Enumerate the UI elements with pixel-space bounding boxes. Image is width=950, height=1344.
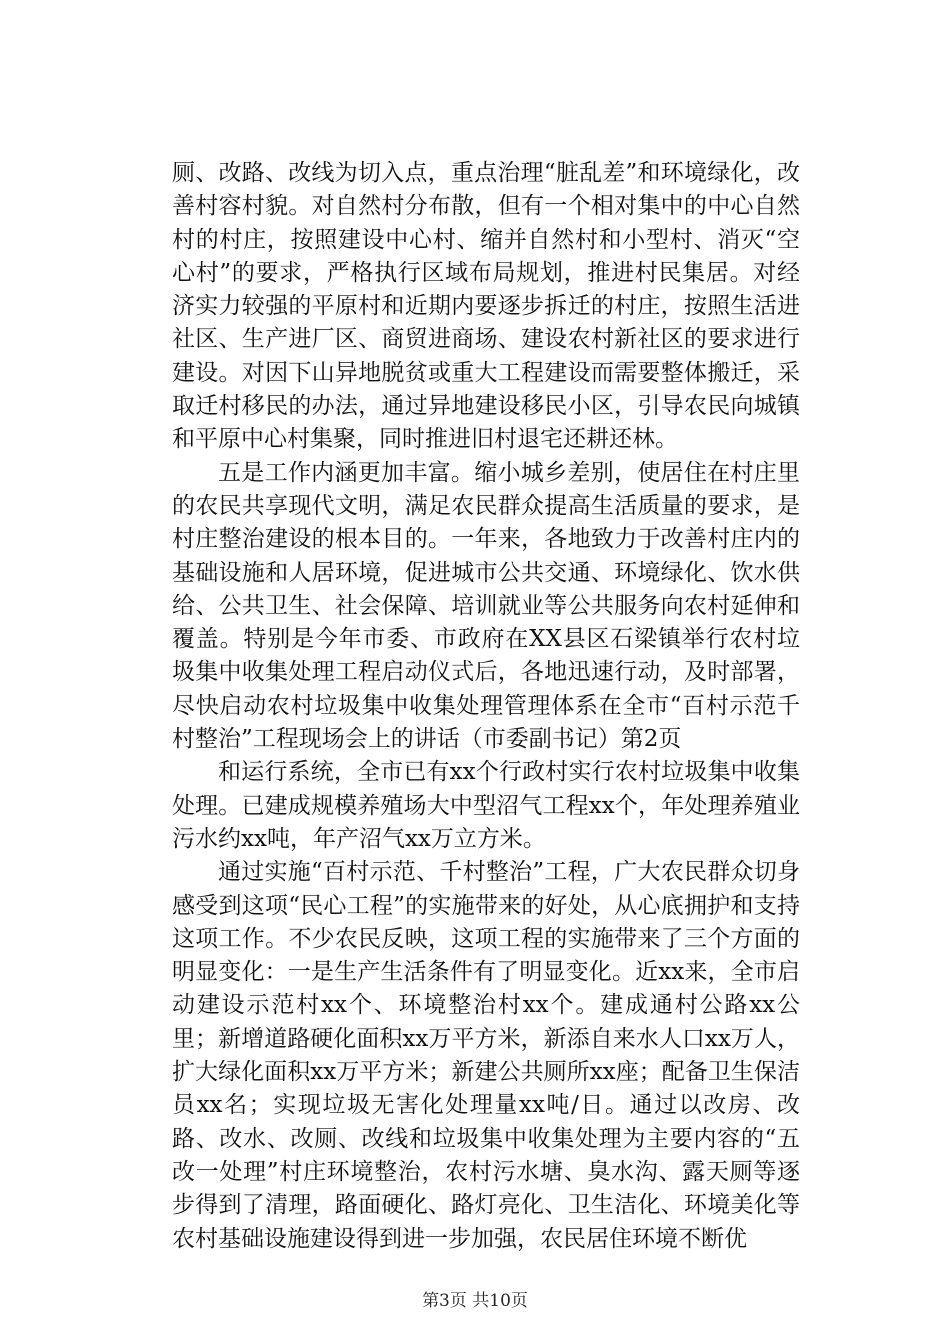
page-footer bbox=[0, 1290, 950, 1312]
paragraph-4: 通过实施“百村示范、千村整治”工程，广大农民群众切身感受到这项“民心工程”的实施带来的好处，从心底拥护和支持这项工作。不少农民反映，这项工程的实施带来了三个方面的明显变化：一是生产生活条件有了明显变化。近xx来，全市启动建设示范村xx个、环境整治村xx个。建成通村公路xx公里；新增道路硬化面积xx万平方米，新添自来水人口xx万人，扩大绿化面积xx万平方米；新建公共厕所xx座；配备卫生保洁员xx名；实现垃圾无害化处理量xx吨/日。通过以改房、改路、改水、改厕、改线和垃圾集中收集处理为主要内容的“五改一处理”村庄环境整治，农村污水塘、臭水沟、露天厕等逐步得到了清理，路面硬化、路灯亮化、卫生洁化、环境美化等农村基础设施建设得到进一步加强，农民居住环境不断优 bbox=[172, 859, 800, 1252]
page-number-label: 第3页 共10页 bbox=[422, 1291, 528, 1311]
paragraph-1: 厕、改路、改线为切入点，重点治理“脏乱差”和环境绿化，改善村容村貌。对自然村分布散，但有一个相对集中的中心自然村的村庄，按照建设中心村、缩并自然村和小型村、消灭“空心村”的要求，严格执行区域布局规划，推进村民集居。对经济实力较强的平原村和近期内要逐步拆迁的村庄，按照生活进社区、生产进厂区、商贸进商场、建设农村新社区的要求进行建设。对因下山异地脱贫或重大工程建设而需要整体搬迁，采取迁村移民的办法，通过异地建设移民小区，引导农民向城镇和平原中心村集聚，同时推进旧村退宅还耕还林。 bbox=[172, 160, 800, 453]
document-body bbox=[172, 157, 800, 1256]
paragraph-2: 五是工作内涵更加丰富。缩小城乡差别，使居住在村庄里的农民共享现代文明，满足农民群众提高生活质量的要求，是村庄整治建设的根本目的。一年来，各地致力于改善村庄内的基础设施和人居环境，促进城市公共交通、环境绿化、饮水供给、公共卫生、社会保障、培训就业等公共服务向农村延伸和覆盖。特别是今年市委、市政府在XX县区石梁镇举行农村垃圾集中收集处理工程启动仪式后，各地迅速行动，及时部署，尽快启动农村垃圾集中收集处理管理体系在全市“百村示范千村整治”工程现场会上的讲话（市委副书记）第2页 bbox=[172, 459, 800, 753]
paragraph-3: 和运行系统，全市已有xx个行政村实行农村垃圾集中收集处理。已建成规模养殖场大中型沼气工程xx个，年处理养殖业污水约xx吨，年产沼气xx万立方米。 bbox=[172, 759, 800, 852]
